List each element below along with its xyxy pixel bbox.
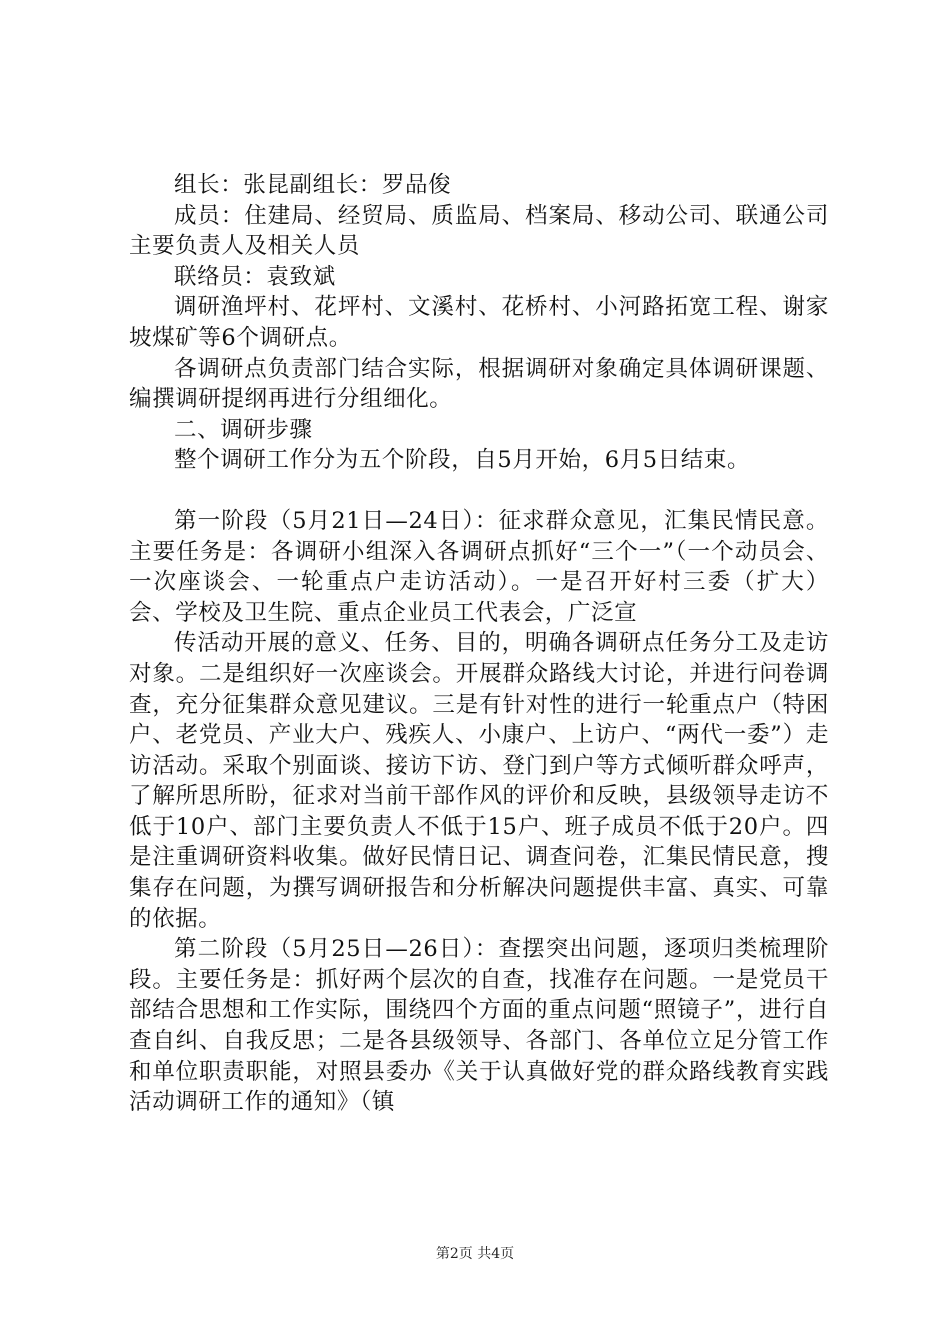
document-body bbox=[129, 170, 829, 1118]
paragraph-members: 成员：住建局、经贸局、质监局、档案局、移动公司、联通公司主要负责人及相关人员 bbox=[129, 202, 829, 260]
paragraph-stages-overview: 整个调研工作分为五个阶段，自5月开始，6月5日结束。 bbox=[174, 447, 751, 474]
page-footer: 第2页 共4页 bbox=[435, 1246, 515, 1262]
paragraph-research-topics: 各调研点负责部门结合实际，根据调研对象确定具体调研课题、编撰调研提纲再进行分组细化。 bbox=[129, 355, 829, 413]
paragraph-liaison: 联络员：袁致斌 bbox=[174, 263, 336, 290]
paragraph-research-points: 调研渔坪村、花坪村、文溪村、花桥村、小河路拓宽工程、谢家坡煤矿等6个调研点。 bbox=[129, 294, 829, 351]
paragraph-stage-two: 第二阶段（5月25日—26日）：查摆突出问题，逐项归类梳理阶段。主要任务是：抓好两个层次的自查，找准存在问题。一是党员干部结合思想和工作实际，围绕四个方面的重点问题“照镜子”，进行自查自纠、自我反思；二是各县级领导、各部门、各单位立足分管工作和单位职责职能，对照县委办《关于认真做好党的群众路线教育实践活动调研工作的通知》（镇 bbox=[129, 936, 829, 1116]
paragraph-leaders: 组长：张昆副组长：罗品俊 bbox=[174, 172, 452, 198]
section-heading-steps: 二、调研步骤 bbox=[174, 416, 313, 443]
paragraph-stage-one-cont: 传活动开展的意义、任务、目的，明确各调研点任务分工及走访对象。二是组织好一次座谈会。开展群众路线大讨论，并进行问卷调查，充分征集群众意见建议。三是有针对性的进行一轮重点户（特困户、老党员、产业大户、残疾人、小康户、上访户、“两代一委”）走访活动。采取个别面谈、接访下访、登门到户等方式倾听群众呼声，了解所思所盼，征求对当前干部作风的评价和反映，县级领导走访不低于10户、部门主要负责人不低于15户、班子成员不低于20户。四是注重调研资料收集。做好民情日记、调查问卷，汇集民情民意，搜集存在问题，为撰写调研报告和分析解决问题提供丰富、真实、可靠的依据。 bbox=[129, 630, 829, 932]
paragraph-stage-one: 第一阶段（5月21日—24日）：征求群众意见，汇集民情民意。主要任务是：各调研小组深入各调研点抓好“三个一”（一个动员会、一次座谈会、一轮重点户走访活动）。一是召开好村三委（扩大）会、学校及卫生院、重点企业员工代表会，广泛宣 bbox=[129, 507, 829, 626]
